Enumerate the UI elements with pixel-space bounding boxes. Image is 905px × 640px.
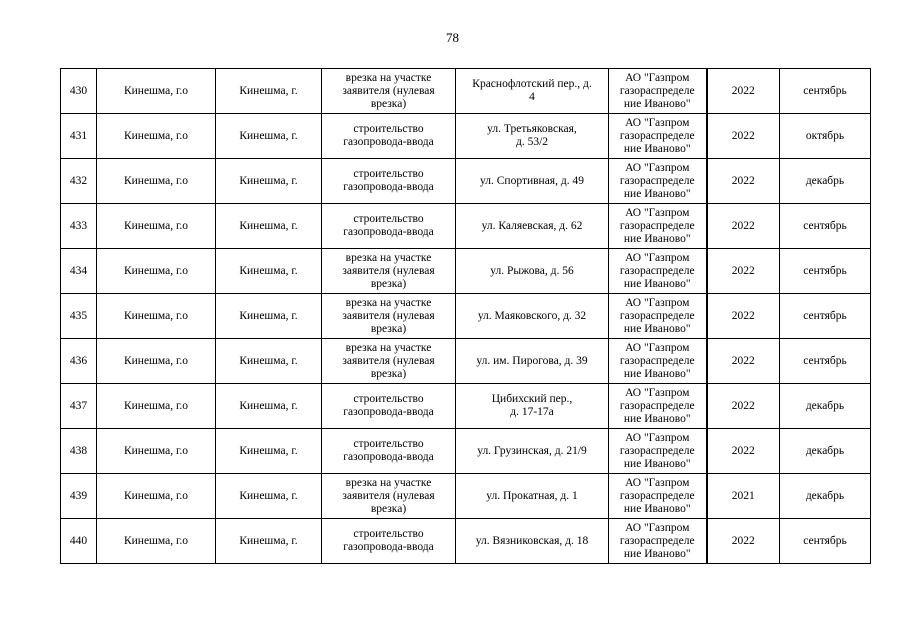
row-number-cell: 440: [61, 519, 97, 564]
row-number-cell: 432: [61, 159, 97, 204]
year-cell: 2022: [707, 249, 780, 294]
row-number-cell: 434: [61, 249, 97, 294]
address-cell: ул. Третьяковская, д. 53/2: [456, 114, 609, 159]
month-cell: сентябрь: [780, 339, 871, 384]
organization-cell: АО "Газпром газораспределе ние Иваново": [609, 519, 707, 564]
year-cell: 2022: [707, 294, 780, 339]
year-cell: 2022: [707, 519, 780, 564]
row-number-cell: 439: [61, 474, 97, 519]
month-cell: сентябрь: [780, 249, 871, 294]
organization-cell: АО "Газпром газораспределе ние Иваново": [609, 294, 707, 339]
address-cell: ул. Каляевская, д. 62: [456, 204, 609, 249]
organization-cell: АО "Газпром газораспределе ние Иваново": [609, 339, 707, 384]
row-number-cell: 436: [61, 339, 97, 384]
organization-cell: АО "Газпром газораспределе ние Иваново": [609, 429, 707, 474]
settlement-cell: Кинешма, г.: [216, 429, 322, 474]
month-cell: декабрь: [780, 429, 871, 474]
table-row: [61, 159, 871, 204]
organization-cell: АО "Газпром газораспределе ние Иваново": [609, 204, 707, 249]
work-type-cell: врезка на участке заявителя (нулевая врезка): [322, 339, 456, 384]
work-type-cell: врезка на участке заявителя (нулевая врезка): [322, 294, 456, 339]
month-cell: декабрь: [780, 474, 871, 519]
address-cell: ул. Грузинская, д. 21/9: [456, 429, 609, 474]
row-number-cell: 438: [61, 429, 97, 474]
row-number-cell: 430: [61, 69, 97, 114]
settlement-cell: Кинешма, г.: [216, 384, 322, 429]
address-cell: ул. Рыжова, д. 56: [456, 249, 609, 294]
row-number-cell: 431: [61, 114, 97, 159]
year-cell: 2022: [707, 384, 780, 429]
row-number-cell: 437: [61, 384, 97, 429]
row-number-cell: 435: [61, 294, 97, 339]
work-type-cell: строительство газопровода-ввода: [322, 519, 456, 564]
settlement-cell: Кинешма, г.: [216, 114, 322, 159]
work-type-cell: врезка на участке заявителя (нулевая врезка): [322, 474, 456, 519]
municipality-cell: Кинешма, г.о: [97, 474, 216, 519]
table-row: [61, 114, 871, 159]
organization-cell: АО "Газпром газораспределе ние Иваново": [609, 159, 707, 204]
municipality-cell: Кинешма, г.о: [97, 249, 216, 294]
month-cell: сентябрь: [780, 204, 871, 249]
year-cell: 2022: [707, 429, 780, 474]
municipality-cell: Кинешма, г.о: [97, 114, 216, 159]
organization-cell: АО "Газпром газораспределе ние Иваново": [609, 69, 707, 114]
settlement-cell: Кинешма, г.: [216, 339, 322, 384]
work-type-cell: строительство газопровода-ввода: [322, 384, 456, 429]
table-row: [61, 204, 871, 249]
month-cell: октябрь: [780, 114, 871, 159]
organization-cell: АО "Газпром газораспределе ние Иваново": [609, 474, 707, 519]
municipality-cell: Кинешма, г.о: [97, 339, 216, 384]
address-cell: ул. Маяковского, д. 32: [456, 294, 609, 339]
municipality-cell: Кинешма, г.о: [97, 384, 216, 429]
page-number: 78: [446, 30, 459, 45]
organization-cell: АО "Газпром газораспределе ние Иваново": [609, 249, 707, 294]
settlement-cell: Кинешма, г.: [216, 69, 322, 114]
month-cell: сентябрь: [780, 294, 871, 339]
table-row: [61, 384, 871, 429]
table-row: [61, 474, 871, 519]
organization-cell: АО "Газпром газораспределе ние Иваново": [609, 114, 707, 159]
work-type-cell: строительство газопровода-ввода: [322, 159, 456, 204]
settlement-cell: Кинешма, г.: [216, 519, 322, 564]
work-type-cell: строительство газопровода-ввода: [322, 204, 456, 249]
address-cell: ул. Спортивная, д. 49: [456, 159, 609, 204]
table-row: [61, 249, 871, 294]
year-cell: 2022: [707, 159, 780, 204]
municipality-cell: Кинешма, г.о: [97, 159, 216, 204]
year-cell: 2022: [707, 114, 780, 159]
address-cell: ул. Прокатная, д. 1: [456, 474, 609, 519]
municipality-cell: Кинешма, г.о: [97, 294, 216, 339]
settlement-cell: Кинешма, г.: [216, 474, 322, 519]
month-cell: декабрь: [780, 159, 871, 204]
settlement-cell: Кинешма, г.: [216, 159, 322, 204]
address-cell: Цибихский пер., д. 17-17а: [456, 384, 609, 429]
organization-cell: АО "Газпром газораспределе ние Иваново": [609, 384, 707, 429]
year-cell: 2022: [707, 339, 780, 384]
settlement-cell: Кинешма, г.: [216, 294, 322, 339]
settlement-cell: Кинешма, г.: [216, 249, 322, 294]
month-cell: декабрь: [780, 384, 871, 429]
municipality-cell: Кинешма, г.о: [97, 429, 216, 474]
year-cell: 2021: [707, 474, 780, 519]
year-cell: 2022: [707, 204, 780, 249]
settlement-cell: Кинешма, г.: [216, 204, 322, 249]
work-type-cell: врезка на участке заявителя (нулевая врезка): [322, 249, 456, 294]
year-cell: 2022: [707, 69, 780, 114]
table-row: [61, 294, 871, 339]
table-row: [61, 519, 871, 564]
table-row: [61, 69, 871, 114]
table-row: [61, 429, 871, 474]
table-row: [61, 339, 871, 384]
gas-works-table: [60, 68, 871, 564]
month-cell: сентябрь: [780, 69, 871, 114]
work-type-cell: строительство газопровода-ввода: [322, 429, 456, 474]
municipality-cell: Кинешма, г.о: [97, 519, 216, 564]
municipality-cell: Кинешма, г.о: [97, 204, 216, 249]
row-number-cell: 433: [61, 204, 97, 249]
work-type-cell: строительство газопровода-ввода: [322, 114, 456, 159]
month-cell: сентябрь: [780, 519, 871, 564]
work-type-cell: врезка на участке заявителя (нулевая врезка): [322, 69, 456, 114]
address-cell: Краснофлотский пер., д. 4: [456, 69, 609, 114]
municipality-cell: Кинешма, г.о: [97, 69, 216, 114]
address-cell: ул. им. Пирогова, д. 39: [456, 339, 609, 384]
address-cell: ул. Вязниковская, д. 18: [456, 519, 609, 564]
